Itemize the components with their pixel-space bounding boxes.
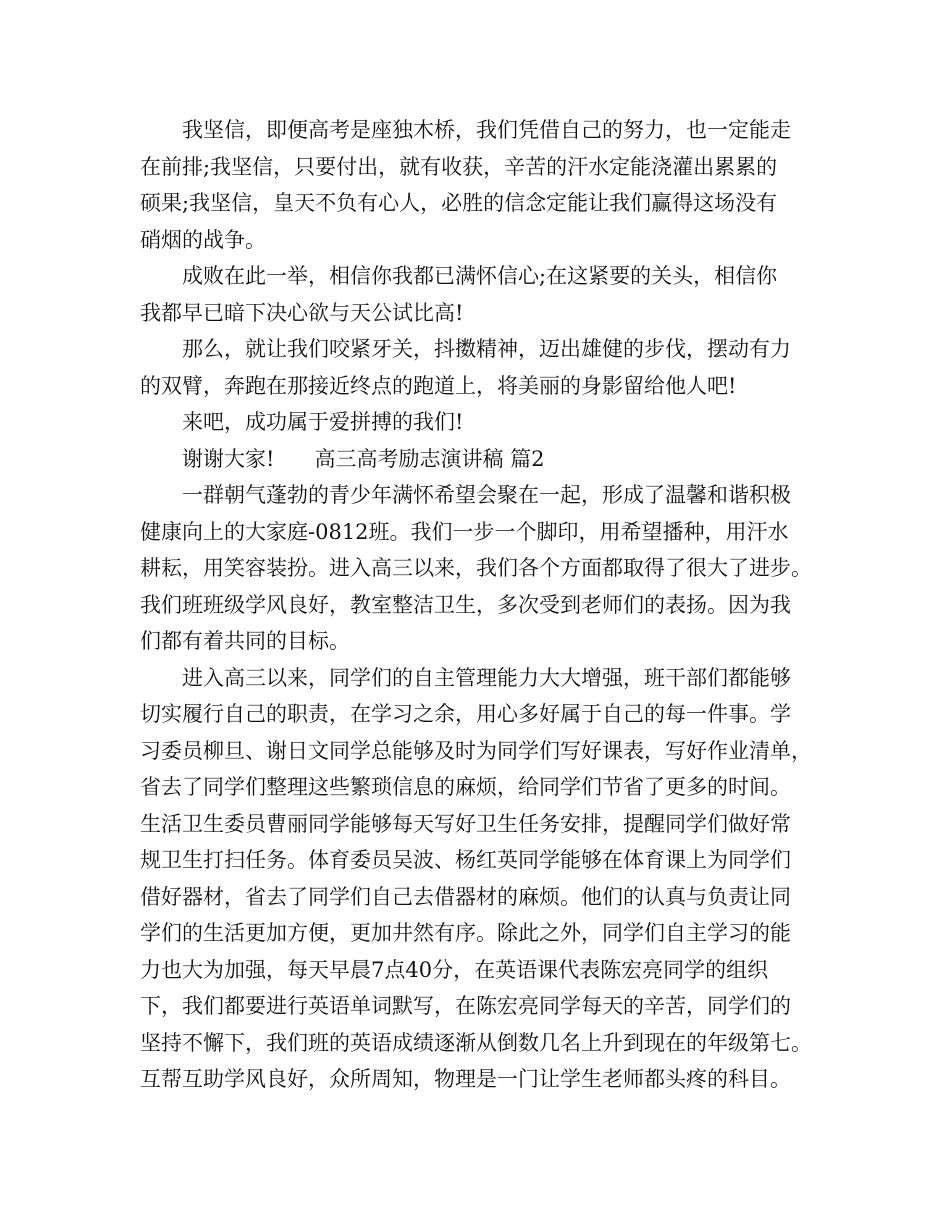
- text-line: 我们班班级学风良好，教室整洁卫生，多次受到老师们的表扬。因为我: [140, 592, 791, 617]
- section-heading: 高三高考励志演讲稿 篇2: [314, 446, 545, 471]
- text-line: 成败在此一举，相信你我都已满怀信心;在这紧要的关头，相信你: [182, 264, 778, 288]
- text-line: 下，我们都要进行英语单词默写，在陈宏亮同学每天的辛苦，同学们的: [140, 994, 791, 1018]
- text-line: 那么，就让我们咬紧牙关，抖擞精神，迈出雄健的步伐，摆动有力: [182, 337, 791, 361]
- text-line: 学们的生活更加方便，更加井然有序。除此之外，同学们自主学习的能: [140, 921, 791, 945]
- paragraph: [140, 477, 820, 660]
- text-line: 来吧，成功属于爱拼搏的我们!: [182, 410, 464, 434]
- text-line: 互帮互助学风良好，众所周知，物理是一门让学生老师都头疼的科目。: [140, 1067, 791, 1091]
- paragraph: [140, 660, 820, 1098]
- text-line: 进入高三以来，同学们的自主管理能力大大增强，班干部们都能够: [182, 665, 791, 690]
- paragraph: [140, 258, 820, 331]
- text-line: 省去了同学们整理这些繁琐信息的麻烦，给同学们节省了更多的时间。: [140, 775, 791, 799]
- text-line: 们都有着共同的目标。: [140, 629, 350, 653]
- text-line: 坚持不懈下，我们班的英语成绩逐渐从倒数几名上升到现在的年级第七。: [140, 1030, 812, 1055]
- text-line: 硕果;我坚信，皇天不负有心人，必胜的信念定能让我们赢得这场没有: [140, 191, 778, 215]
- text-line: 我坚信，即便高考是座独木桥，我们凭借自己的努力，也一定能走: [182, 118, 791, 142]
- text-line: 耕耘，用笑容装扮。进入高三以来，我们各个方面都取得了很大了进步。: [140, 556, 812, 580]
- closing-text: 谢谢大家!: [182, 446, 275, 471]
- text-line: 借好器材，省去了同学们自己去借器材的麻烦。他们的认真与负责让同: [140, 884, 791, 909]
- paragraph: [140, 404, 820, 441]
- text-line: 我都早已暗下决心欲与天公试比高!: [140, 300, 464, 325]
- text-line: 硝烟的战争。: [140, 227, 266, 252]
- text-line: 习委员柳旦、谢日文同学总能够及时为同学们写好课表，写好作业清单，: [140, 738, 812, 763]
- text-line: 的双臂，奔跑在那接近终点的跑道上，将美丽的身影留给他人吧!: [140, 373, 737, 398]
- text-line: 一群朝气蓬勃的青少年满怀希望会聚在一起，形成了温馨和谐积极: [182, 483, 791, 507]
- closing-and-heading-line: [140, 441, 820, 478]
- text-line: 切实履行自己的职责，在学习之余，用心多好属于自己的每一件事。学: [140, 702, 791, 726]
- text-line: 生活卫生委员曹丽同学能够每天写好卫生任务安排，提醒同学们做好常: [140, 811, 791, 836]
- document-body: [140, 112, 820, 1098]
- text-line: 在前排;我坚信，只要付出，就有收获，辛苦的汗水定能浇灌出累累的: [140, 154, 778, 179]
- paragraph: [140, 112, 820, 258]
- paragraph: [140, 331, 820, 404]
- text-line: 力也大为加强，每天早晨7点40分，在英语课代表陈宏亮同学的组织: [140, 957, 769, 982]
- text-line: 规卫生打扫任务。体育委员吴波、杨红英同学能够在体育课上为同学们: [140, 848, 791, 872]
- text-line: 健康向上的大家庭-0812班。我们一步一个脚印，用希望播种，用汗水: [140, 519, 789, 544]
